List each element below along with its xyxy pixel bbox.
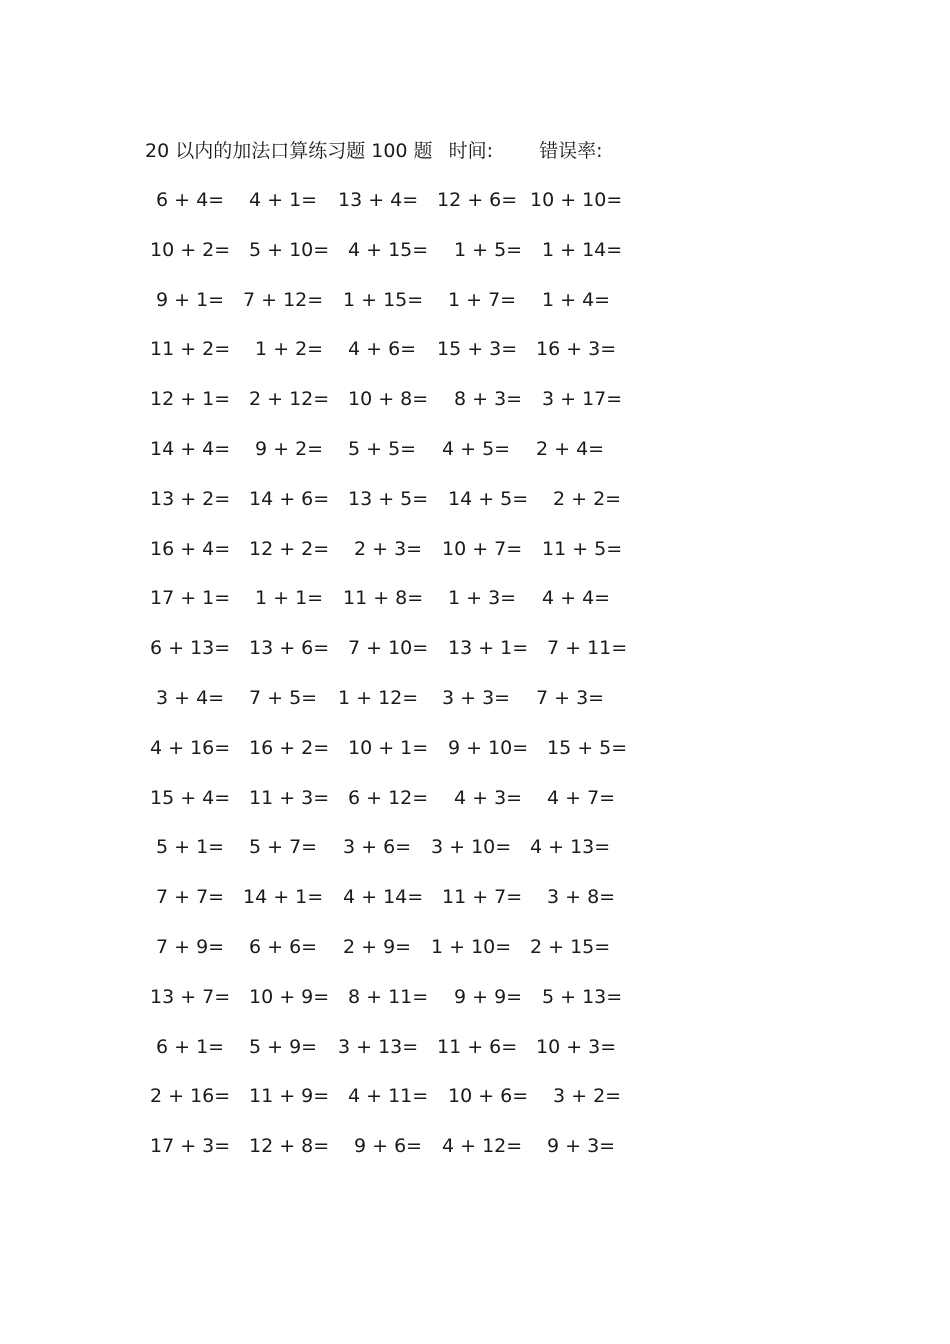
arithmetic-problem: 10 + 9= [249, 985, 330, 1008]
arithmetic-problem: 1 + 14= [542, 238, 623, 261]
arithmetic-problem: 4 + 12= [442, 1135, 523, 1158]
arithmetic-problem: 9 + 6= [354, 1135, 423, 1158]
problem-row [0, 1131, 950, 1161]
arithmetic-problem: 6 + 6= [249, 936, 318, 958]
error-rate-label: 错误率: [539, 140, 603, 162]
problem-row [0, 235, 950, 265]
arithmetic-problem: 9 + 3= [547, 1135, 616, 1158]
arithmetic-problem: 2 + 4= [536, 438, 605, 460]
problem-row [0, 733, 950, 763]
arithmetic-problem: 4 + 13= [530, 836, 611, 859]
arithmetic-problem: 3 + 6= [343, 836, 412, 859]
arithmetic-problem: 13 + 1= [448, 637, 529, 660]
arithmetic-problem: 13 + 4= [338, 189, 419, 211]
problem-row [0, 583, 950, 613]
arithmetic-problem: 3 + 4= [156, 687, 225, 709]
arithmetic-problem: 1 + 10= [431, 936, 512, 958]
arithmetic-problem: 10 + 6= [448, 1085, 529, 1108]
arithmetic-problem: 17 + 3= [150, 1135, 231, 1158]
arithmetic-problem: 11 + 5= [542, 537, 623, 560]
arithmetic-problem: 4 + 3= [454, 786, 523, 809]
arithmetic-problem: 4 + 6= [348, 338, 417, 361]
arithmetic-problem: 10 + 3= [536, 1035, 617, 1058]
problem-row [0, 285, 950, 315]
arithmetic-problem: 13 + 6= [249, 637, 330, 660]
arithmetic-problem: 16 + 2= [249, 736, 330, 759]
arithmetic-problem: 4 + 4= [542, 587, 611, 610]
arithmetic-problem: 1 + 5= [454, 238, 523, 261]
problem-row [0, 932, 950, 962]
arithmetic-problem: 13 + 7= [150, 985, 231, 1008]
arithmetic-problem: 7 + 10= [348, 637, 429, 660]
arithmetic-problem: 10 + 10= [530, 189, 623, 211]
arithmetic-problem: 4 + 14= [343, 886, 424, 909]
arithmetic-problem: 6 + 4= [156, 189, 225, 211]
arithmetic-problem: 14 + 1= [243, 886, 324, 909]
arithmetic-problem: 16 + 3= [536, 338, 617, 361]
arithmetic-problem: 8 + 3= [454, 388, 523, 411]
arithmetic-problem: 6 + 13= [150, 637, 231, 660]
arithmetic-problem: 5 + 10= [249, 238, 330, 261]
arithmetic-problem: 2 + 12= [249, 388, 330, 411]
arithmetic-problem: 1 + 7= [448, 288, 517, 311]
arithmetic-problem: 10 + 1= [348, 736, 429, 759]
arithmetic-problem: 11 + 9= [249, 1085, 330, 1108]
arithmetic-problem: 7 + 3= [536, 687, 605, 709]
problem-row [0, 683, 950, 713]
arithmetic-problem: 14 + 4= [150, 438, 231, 460]
arithmetic-problem: 17 + 1= [150, 587, 231, 610]
arithmetic-problem: 1 + 2= [255, 338, 324, 361]
arithmetic-problem: 2 + 16= [150, 1085, 231, 1108]
problem-row [0, 185, 950, 215]
arithmetic-problem: 2 + 3= [354, 537, 423, 560]
arithmetic-problem: 11 + 8= [343, 587, 424, 610]
problem-row [0, 1081, 950, 1111]
arithmetic-problem: 2 + 9= [343, 936, 412, 958]
arithmetic-problem: 9 + 10= [448, 736, 529, 759]
arithmetic-problem: 5 + 13= [542, 985, 623, 1008]
problem-row [0, 334, 950, 364]
problem-row [0, 982, 950, 1012]
problem-row [0, 633, 950, 663]
arithmetic-problem: 10 + 8= [348, 388, 429, 411]
arithmetic-problem: 2 + 15= [530, 936, 611, 958]
arithmetic-problem: 10 + 2= [150, 238, 231, 261]
arithmetic-problem: 13 + 5= [348, 487, 429, 510]
arithmetic-problem: 12 + 8= [249, 1135, 330, 1158]
arithmetic-problem: 12 + 6= [437, 189, 518, 211]
arithmetic-problem: 1 + 12= [338, 687, 419, 709]
arithmetic-problem: 5 + 7= [249, 836, 318, 859]
arithmetic-problem: 10 + 7= [442, 537, 523, 560]
arithmetic-problem: 3 + 10= [431, 836, 512, 859]
arithmetic-problem: 12 + 2= [249, 537, 330, 560]
arithmetic-problem: 11 + 3= [249, 786, 330, 809]
arithmetic-problem: 3 + 17= [542, 388, 623, 411]
arithmetic-problem: 7 + 11= [547, 637, 628, 660]
arithmetic-problem: 1 + 3= [448, 587, 517, 610]
arithmetic-problem: 7 + 12= [243, 288, 324, 311]
arithmetic-problem: 1 + 4= [542, 288, 611, 311]
arithmetic-problem: 13 + 2= [150, 487, 231, 510]
arithmetic-problem: 4 + 11= [348, 1085, 429, 1108]
arithmetic-problem: 11 + 6= [437, 1035, 518, 1058]
arithmetic-problem: 2 + 2= [553, 487, 622, 510]
arithmetic-problem: 9 + 2= [255, 438, 324, 460]
arithmetic-problem: 11 + 2= [150, 338, 231, 361]
arithmetic-problem: 16 + 4= [150, 537, 231, 560]
problem-row [0, 384, 950, 414]
problem-row [0, 484, 950, 514]
arithmetic-problem: 11 + 7= [442, 886, 523, 909]
arithmetic-problem: 15 + 4= [150, 786, 231, 809]
arithmetic-problem: 14 + 6= [249, 487, 330, 510]
arithmetic-problem: 4 + 5= [442, 438, 511, 460]
problem-row [0, 434, 950, 464]
problem-row [0, 832, 950, 862]
arithmetic-problem: 5 + 9= [249, 1035, 318, 1058]
problem-row [0, 882, 950, 912]
arithmetic-problem: 9 + 9= [454, 985, 523, 1008]
arithmetic-problem: 15 + 5= [547, 736, 628, 759]
arithmetic-problem: 14 + 5= [448, 487, 529, 510]
arithmetic-problem: 1 + 1= [255, 587, 324, 610]
arithmetic-problem: 6 + 1= [156, 1035, 225, 1058]
arithmetic-problem: 4 + 15= [348, 238, 429, 261]
problem-row [0, 1032, 950, 1062]
arithmetic-problem: 7 + 5= [249, 687, 318, 709]
arithmetic-problem: 15 + 3= [437, 338, 518, 361]
arithmetic-problem: 6 + 12= [348, 786, 429, 809]
arithmetic-problem: 1 + 15= [343, 288, 424, 311]
arithmetic-problem: 8 + 11= [348, 985, 429, 1008]
arithmetic-problem: 3 + 3= [442, 687, 511, 709]
arithmetic-problem: 4 + 1= [249, 189, 318, 211]
arithmetic-problem: 7 + 7= [156, 886, 225, 909]
arithmetic-problem: 4 + 16= [150, 736, 231, 759]
arithmetic-problem: 4 + 7= [547, 786, 616, 809]
arithmetic-problem: 7 + 9= [156, 936, 225, 958]
arithmetic-problem: 5 + 1= [156, 836, 225, 859]
arithmetic-problem: 3 + 8= [547, 886, 616, 909]
arithmetic-problem: 5 + 5= [348, 438, 417, 460]
arithmetic-problem: 3 + 13= [338, 1035, 419, 1058]
arithmetic-problem: 12 + 1= [150, 388, 231, 411]
problem-row [0, 783, 950, 813]
arithmetic-problem: 9 + 1= [156, 288, 225, 311]
problem-row [0, 534, 950, 564]
time-label: 时间: [448, 140, 494, 162]
worksheet-title: 20 以内的加法口算练习题 100 题 [145, 140, 433, 162]
arithmetic-problem: 3 + 2= [553, 1085, 622, 1108]
